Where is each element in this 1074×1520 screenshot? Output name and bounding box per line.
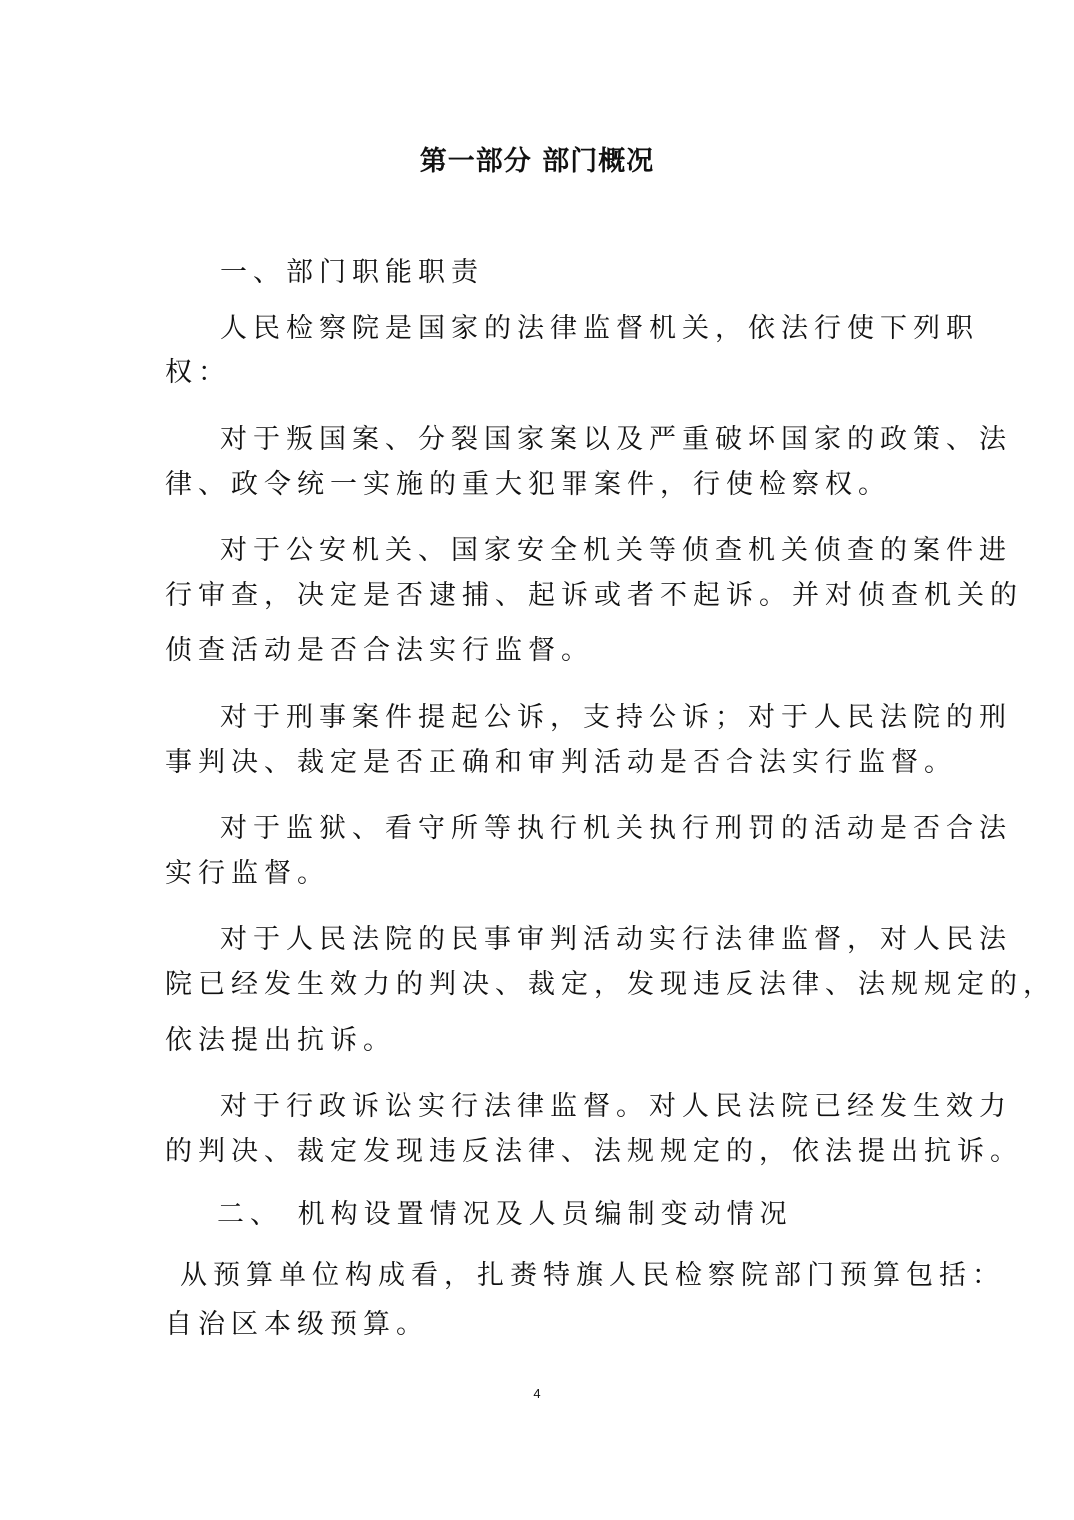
page-title: 第一部分 部门概况: [419, 146, 655, 177]
paragraph-line: 对于行政诉讼实行法律监督。对人民法院已经发生效力: [220, 1091, 1012, 1122]
paragraph-line: 侦查活动是否合法实行监督。: [165, 635, 594, 666]
paragraph-line: 对于叛国案、分裂国家案以及严重破坏国家的政策、法: [220, 424, 1012, 455]
paragraph-line: 权：: [165, 357, 231, 388]
section-heading-functions: 一、部门职能职责: [220, 257, 484, 288]
paragraph-line: 从预算单位构成看，扎赉特旗人民检察院部门预算包括：: [180, 1260, 1005, 1291]
paragraph-line: 实行监督。: [165, 858, 330, 889]
paragraph-line: 事判决、裁定是否正确和审判活动是否合法实行监督。: [165, 747, 957, 778]
paragraph-line: 律、政令统一实施的重大犯罪案件，行使检察权。: [165, 469, 891, 500]
paragraph-line: 院已经发生效力的判决、裁定，发现违反法律、法规规定的，: [165, 969, 1056, 1000]
page-number: 4: [533, 1386, 541, 1401]
paragraph-line: 的判决、裁定发现违反法律、法规规定的，依法提出抗诉。: [165, 1136, 1023, 1167]
paragraph-line: 依法提出抗诉。: [165, 1025, 396, 1056]
paragraph-line: 行审查，决定是否逮捕、起诉或者不起诉。并对侦查机关的: [165, 580, 1023, 611]
paragraph-line: 对于人民法院的民事审判活动实行法律监督，对人民法: [220, 924, 1012, 955]
paragraph-line: 对于监狱、看守所等执行机关执行刑罚的活动是否合法: [220, 813, 1012, 844]
paragraph-line: 人民检察院是国家的法律监督机关，依法行使下列职: [220, 313, 979, 344]
paragraph-line: 对于公安机关、国家安全机关等侦查机关侦查的案件进: [220, 535, 1012, 566]
paragraph-line: 自治区本级预算。: [165, 1309, 429, 1340]
paragraph-line: 对于刑事案件提起公诉，支持公诉；对于人民法院的刑: [220, 702, 1012, 733]
section-heading-organization: 二、 机构设置情况及人员编制变动情况: [217, 1199, 793, 1230]
